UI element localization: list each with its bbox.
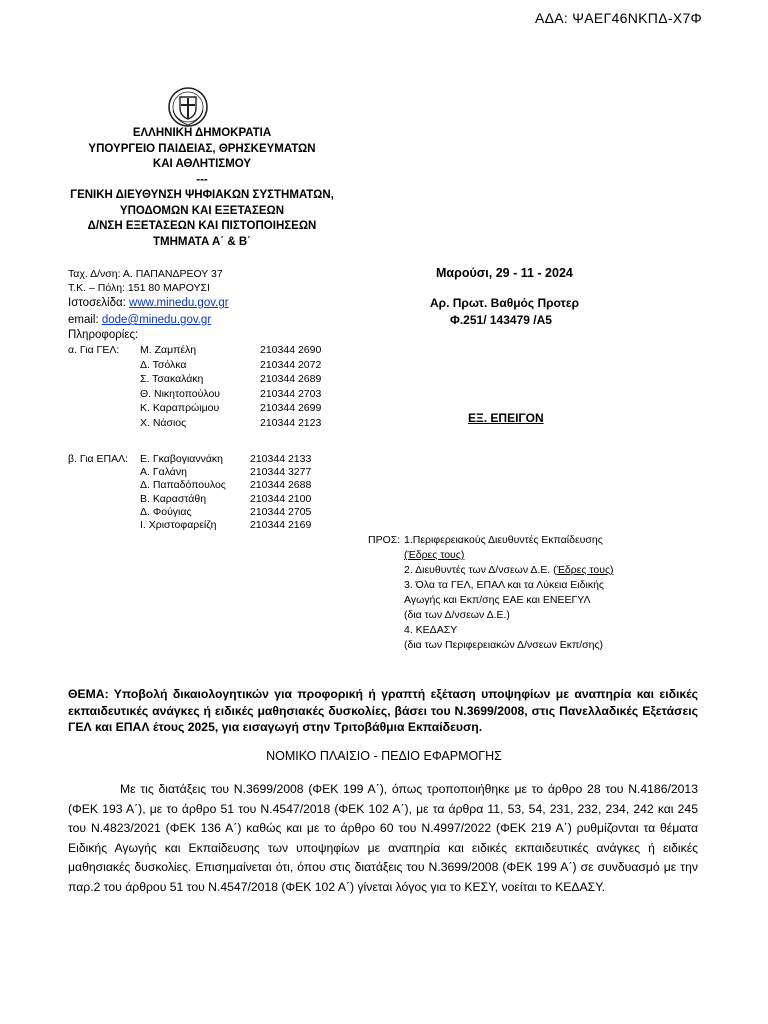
header-ministry-cont: ΚΑΙ ΑΘΛΗΤΙΣΜΟΥ bbox=[152, 158, 252, 170]
header-directorate-cont: ΥΠΟΔΟΜΩΝ ΚΑΙ ΕΞΕΤΑΣΕΩΝ bbox=[119, 204, 285, 217]
contact-phone: 210344 2072 bbox=[260, 358, 322, 371]
contact-phone: 210344 2690 bbox=[260, 344, 322, 356]
contact-phone: 210344 2705 bbox=[250, 505, 312, 518]
header-separator: --- bbox=[196, 173, 208, 186]
header-directorate: ΓΕΝΙΚΗ ΔΙΕΥΘΥΝΣΗ ΨΗΦΙΑΚΩΝ ΣΥΣΤΗΜΑΤΩΝ, bbox=[70, 189, 334, 201]
header-republic: ΕΛΛΗΝΙΚΗ ΔΗΜΟΚΡΑΤΙΑ bbox=[132, 127, 272, 139]
contact-phone: 210344 2169 bbox=[250, 519, 312, 531]
website-link[interactable]: www.minedu.gov.gr bbox=[129, 297, 229, 309]
contact-name: Σ. Τσακαλάκη bbox=[140, 373, 204, 385]
contact-name: Δ. Φούγιας bbox=[140, 505, 192, 518]
contact-phone: 210344 2123 bbox=[260, 416, 322, 429]
email-link[interactable]: dode@minedu.gov.gr bbox=[101, 314, 212, 326]
contact-phone: 210344 2703 bbox=[260, 387, 322, 400]
body-paragraph: Με τις διατάξεις του Ν.3699/2008 (ΦΕΚ 199 Α΄), όπως τροποποιήθηκε με το άρθρο 28 του Ν.4186/2013 (ΦΕΚ 193 Α΄), με το άρθρο 51 του Ν.4547/2018 (ΦΕΚ 102 Α΄), με τα άρθρα 11, 53, 54, 231, 232, 234, 242 και 245 του Ν.4823/2021 (ΦΕΚ 136 Α΄) καθώς και με το άρθρο 60 του Ν.4997/2022 (ΦΕΚ 219 Α΄) ρυθμίζονται τα θέματα Ειδικής Αγωγής και Εκπαίδευσης των υποψηφίων με αναπηρία και ειδικές εκπαιδευτικές ανάγκες ή ειδικές μαθησιακές δυσκολίες. Επισημαίνεται ότι, όπου στις διατάξεις του Ν.3699/2008 (ΦΕΚ 199 Α΄) σε συνδυασμό με την παρ.2 του άρθρου 51 του Ν.4547/2018 (ΦΕΚ 102 Α΄) γίνεται λόγος για το ΚΕΣΥ, νοείται το ΚΕΔΑΣΥ. bbox=[68, 782, 698, 894]
protocol-number: Φ.251/ 143479 /Α5 bbox=[450, 313, 552, 327]
contact-name: Ε. Γκαβογιαννάκη bbox=[140, 453, 224, 465]
contact-name: Θ. Νικητοπούλου bbox=[140, 387, 221, 400]
greek-coat-of-arms-icon bbox=[167, 86, 209, 128]
email-label: email: bbox=[68, 314, 102, 326]
contact-phone: 210344 2133 bbox=[250, 453, 312, 465]
ada-code: ΑΔΑ: ΨΑΕΓ46ΝΚΠΔ-Χ7Φ bbox=[534, 10, 702, 26]
document-date: Μαρούσι, 29 - 11 - 2024 bbox=[436, 266, 573, 280]
recipient-3: 3. Όλα τα ΓΕΛ, ΕΠΑΛ και τα Λύκεια Ειδικής bbox=[404, 579, 604, 591]
protocol-label: Αρ. Πρωτ. Βαθμός Προτερ bbox=[430, 296, 580, 310]
contact-name: Ι. Χριστοφαρείζη bbox=[140, 519, 217, 531]
contact-name: Κ. Καραπρώιμου bbox=[140, 402, 220, 414]
contact-name: Α. Γαλάνη bbox=[140, 466, 187, 479]
gel-label: α. Για ΓΕΛ: bbox=[68, 344, 120, 356]
recipient-2-text: 2. Διευθυντές των Δ/νσεων Δ.Ε. ( bbox=[404, 564, 557, 576]
contact-name: Μ. Ζαμπέλη bbox=[140, 344, 197, 356]
section-title: ΝΟΜΙΚΟ ΠΛΑΙΣΙΟ - ΠΕΔΙΟ ΕΦΑΡΜΟΓΗΣ bbox=[266, 749, 502, 763]
contact-name: Β. Καραστάθη bbox=[140, 492, 207, 505]
address-street: Ταχ. Δ/νση: Α. ΠΑΠΑΝΔΡΕΟΥ 37 bbox=[68, 268, 223, 280]
header-ministry: ΥΠΟΥΡΓΕΙΟ ΠΑΙΔΕΙΑΣ, ΘΡΗΣΚΕΥΜΑΤΩΝ bbox=[88, 142, 316, 155]
website-line bbox=[68, 297, 229, 309]
recipient-2-seat: Έδρες τους) bbox=[556, 564, 614, 576]
info-label: Πληροφορίες: bbox=[68, 329, 139, 341]
website-label: Ιστοσελίδα: bbox=[68, 297, 130, 309]
contact-phone: 210344 2688 bbox=[250, 479, 312, 492]
contact-name: Δ. Παπαδόπουλος bbox=[140, 479, 226, 492]
header-division: Δ/ΝΣΗ ΕΞΕΤΑΣΕΩΝ ΚΑΙ ΠΙΣΤΟΠΟΙΗΣΕΩΝ bbox=[87, 220, 317, 232]
header-departments: ΤΜΗΜΑΤΑ Α΄ & Β΄ bbox=[152, 235, 252, 248]
recipients-label: ΠΡΟΣ: bbox=[368, 534, 401, 546]
contact-phone: 210344 2689 bbox=[260, 373, 322, 385]
address-city: Τ.Κ. – Πόλη: 151 80 ΜΑΡΟΥΣΙ bbox=[68, 282, 210, 294]
recipient-4-note: (δια των Περιφερειακών Δ/νσεων Εκπ/σης) bbox=[404, 639, 604, 651]
recipient-4: 4. ΚΕΔΑΣΥ bbox=[404, 624, 458, 636]
epal-label: β. Για ΕΠΑΛ: bbox=[68, 453, 129, 465]
contact-name: Δ. Τσόλκα bbox=[140, 358, 187, 371]
recipient-3-note: (δια των Δ/νσεων Δ.Ε.) bbox=[404, 609, 510, 621]
contact-phone: 210344 2100 bbox=[250, 492, 312, 505]
recipient-1: 1.Περιφερειακούς Διευθυντές Εκπαίδευσης bbox=[404, 534, 603, 546]
contact-phone: 210344 2699 bbox=[260, 402, 322, 414]
recipient-2 bbox=[404, 564, 614, 577]
subject: ΘΕΜΑ: Υποβολή δικαιολογητικών για προφορική ή γραπτή εξέταση υποψηφίων με αναπηρία και ειδικές εκπαιδευτικές ανάγκες ή ειδικές μαθησιακές δυσκολίες, βάσει του Ν.3699/2008, στις Πανελλαδικές Εξετάσεις ΓΕΛ και ΕΠΑΛ έτους 2025, για εισαγωγή στην Τριτοβάθμια Εκπαίδευση. bbox=[68, 687, 698, 734]
email-line bbox=[68, 314, 211, 326]
contact-phone: 210344 3277 bbox=[250, 466, 312, 479]
contact-name: Χ. Νάσιος bbox=[140, 416, 187, 429]
recipient-3-cont: Αγωγής και Εκπ/σης ΕΑΕ και ΕΝΕΕΓΥΛ bbox=[404, 594, 591, 606]
urgent-mark: ΕΞ. ΕΠΕΙΓΟΝ bbox=[468, 411, 544, 425]
recipient-1-seat: (Έδρες τους) bbox=[404, 549, 465, 561]
